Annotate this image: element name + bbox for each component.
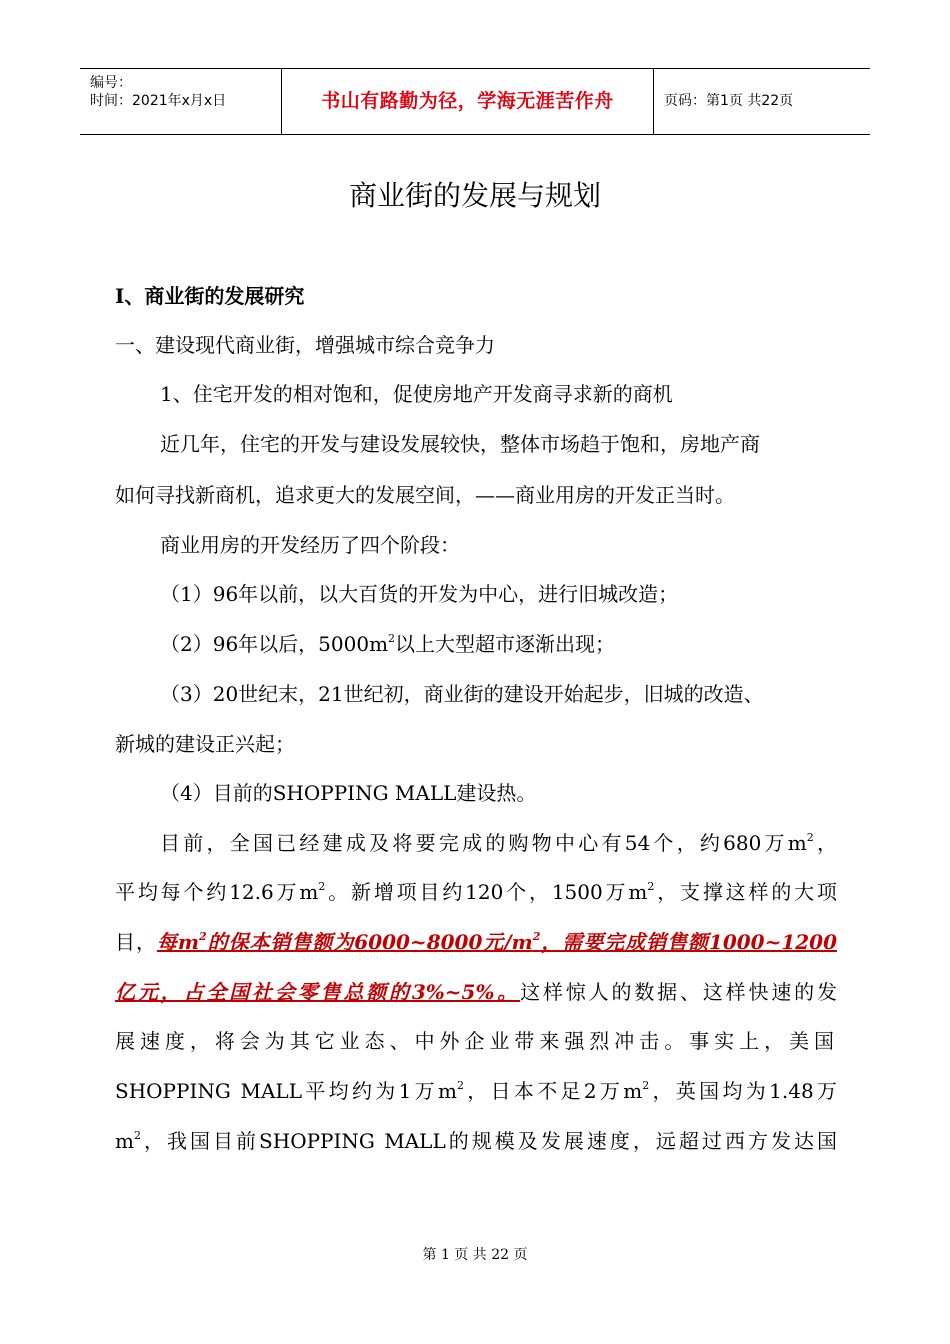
subsection-heading: 一、建设现代商业街，增强城市综合竞争力 <box>115 333 495 357</box>
header-page-info: 页码：第1页 共22页 <box>664 93 794 109</box>
stage-item: （2）96年以后，$5000m^2$以上大型超市逐渐出现； <box>160 632 616 656</box>
paragraph-line: SHOPPING MALL平均约为1万$m^2$，日本不足2万$m^2$，英国均为1.48万 <box>115 1079 837 1103</box>
date-label: 时间：2021年x月x日 <box>90 93 227 109</box>
stage-item: （4）目前的SHOPPING MALL建设热。 <box>160 781 537 805</box>
paragraph-line: 目前，全国已经建成及将要完成的购物中心有54个，约680万$m^2$， <box>160 831 838 855</box>
paragraph-line: 如何寻找新商机，追求更大的发展空间，——商业用房的开发正当时。 <box>115 483 735 507</box>
header-meta-cell <box>80 69 282 134</box>
document-title: 商业街的发展与规划 <box>348 179 601 212</box>
paragraph-line: 平均每个约12.6万$m^2$。新增项目约120个，1500万$m^2$，支撑这样的大项 <box>115 880 838 904</box>
stage-item: （3）20世纪末，21世纪初，商业街的建设开始起步，旧城的改造、 <box>160 682 764 706</box>
stage-item-continued: 新城的建设正兴起； <box>115 732 295 756</box>
paragraph-line: 亿元，占全国社会零售总额的3%~5%。这样惊人的数据、这样快速的发 <box>115 980 838 1004</box>
paragraph-line: 目，每$m^2$的保本销售额为6000~8000元$/m^2$，需要完成销售额1000~1200 <box>115 930 838 954</box>
highlighted-text: 亿元，占全国社会零售总额的3%~5%。 <box>115 980 521 1004</box>
header-table <box>80 68 870 135</box>
stages-intro: 商业用房的开发经历了四个阶段： <box>160 533 460 557</box>
highlighted-text: 每$m^2$的保本销售额为6000~8000元$/m^2$，需要完成销售额1000~1200 <box>156 930 838 954</box>
paragraph-line: 展速度，将会为其它业态、中外企业带来强烈冲击。事实上，美国 <box>115 1029 837 1053</box>
point-heading: 1、住宅开发的相对饱和，促使房地产开发商寻求新的商机 <box>160 382 673 406</box>
number-label: 编号： <box>90 75 132 91</box>
page-footer: 第 1 页 共 22 页 <box>422 1247 528 1263</box>
paragraph-line: 近几年，住宅的开发与建设发展较快，整体市场趋于饱和，房地产商 <box>160 432 760 456</box>
paragraph-line: $m^2$，我国目前SHOPPING MALL的规模及发展速度，远超过西方发达国 <box>115 1129 837 1153</box>
section-heading: I、商业街的发展研究 <box>115 284 305 308</box>
stage-item: （1）96年以前，以大百货的开发为中心，进行旧城改造； <box>160 582 679 606</box>
header-motto: 书山有路勤为径，学海无涯苦作舟 <box>282 69 654 134</box>
